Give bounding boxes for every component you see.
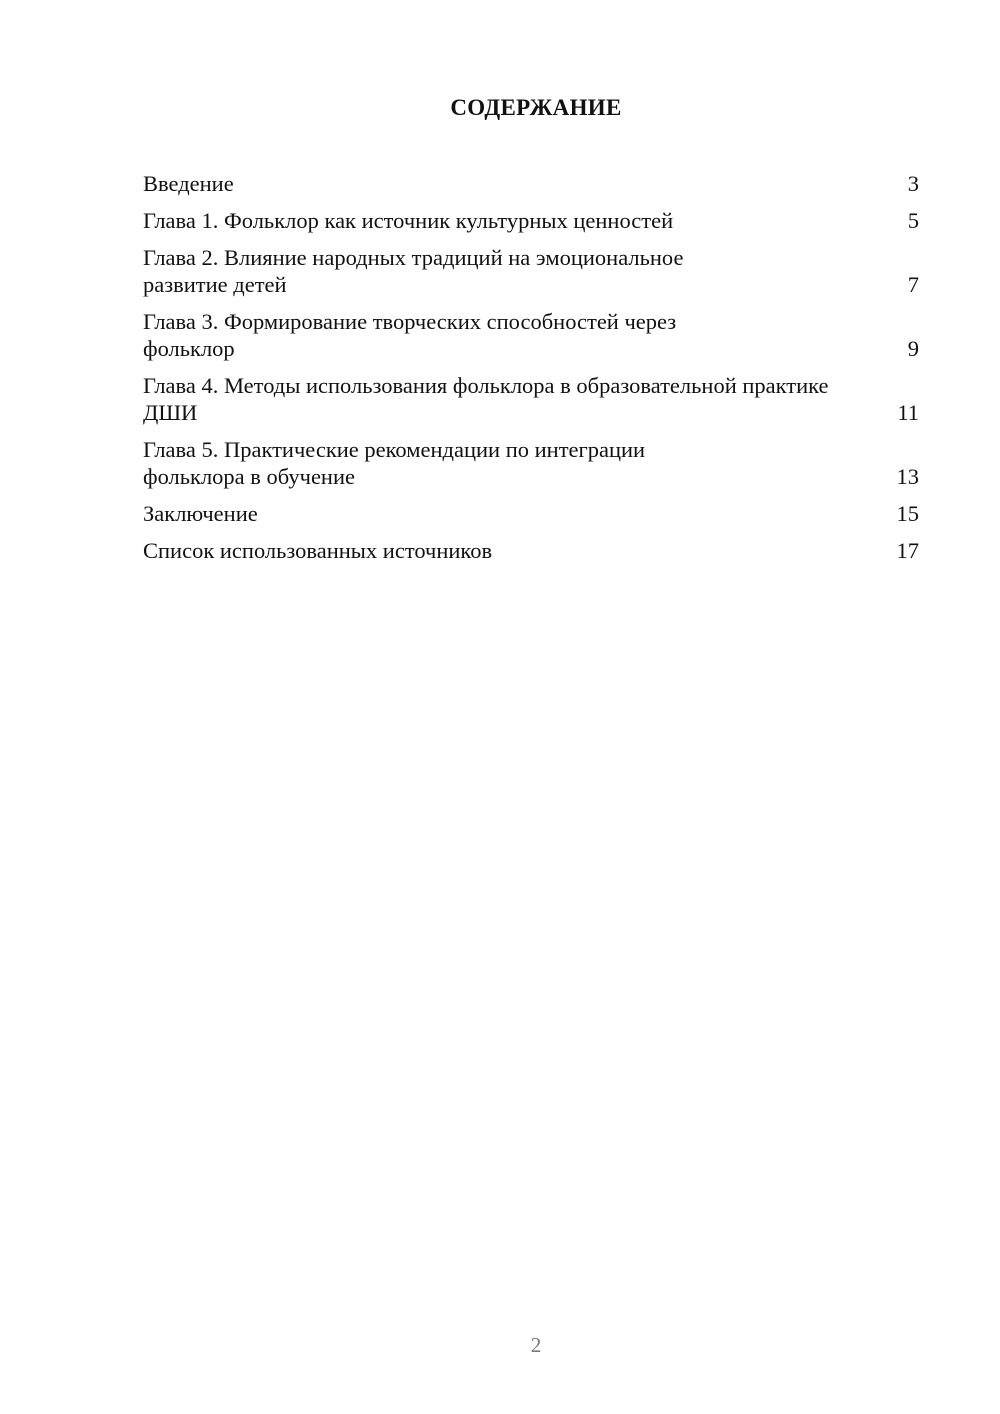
- toc-entry: [143, 500, 919, 527]
- toc-entry: [143, 372, 919, 426]
- toc-entry-text: Глава 2. Влияние народных традиций на эмоциональное развитие детей: [143, 245, 684, 297]
- toc-entry: [143, 207, 919, 234]
- toc-entry-page: 13: [896, 464, 919, 489]
- toc-entry-page: 3: [907, 171, 919, 196]
- table-of-contents: [143, 170, 919, 574]
- toc-entry: [143, 170, 919, 197]
- toc-entry-text: Введение: [143, 171, 234, 196]
- toc-entry-page: 11: [897, 400, 919, 425]
- toc-entry: [143, 244, 919, 298]
- toc-entry-page: 7: [907, 272, 919, 297]
- toc-entry-page: 5: [907, 208, 919, 233]
- page-title: СОДЕРЖАНИЕ: [450, 95, 622, 120]
- toc-entry-text: Глава 4. Методы использования фольклора в образовательной практике ДШИ: [143, 373, 829, 425]
- toc-entry-text: Заключение: [143, 501, 258, 526]
- toc-entry-page: 17: [896, 538, 919, 563]
- toc-entry: [143, 308, 919, 362]
- toc-entry-page: 15: [896, 501, 919, 526]
- toc-entry: [143, 436, 919, 490]
- toc-entry-text: Список использованных источников: [143, 538, 493, 563]
- toc-entry-text: Глава 5. Практические рекомендации по интеграции фольклора в обучение: [143, 437, 646, 489]
- toc-entry-text: Глава 1. Фольклор как источник культурных ценностей: [143, 208, 674, 233]
- toc-entry-text: Глава 3. Формирование творческих способностей через фольклор: [143, 309, 677, 361]
- toc-entry: [143, 537, 919, 564]
- page-number: 2: [530, 1333, 542, 1357]
- toc-entry-page: 9: [907, 336, 919, 361]
